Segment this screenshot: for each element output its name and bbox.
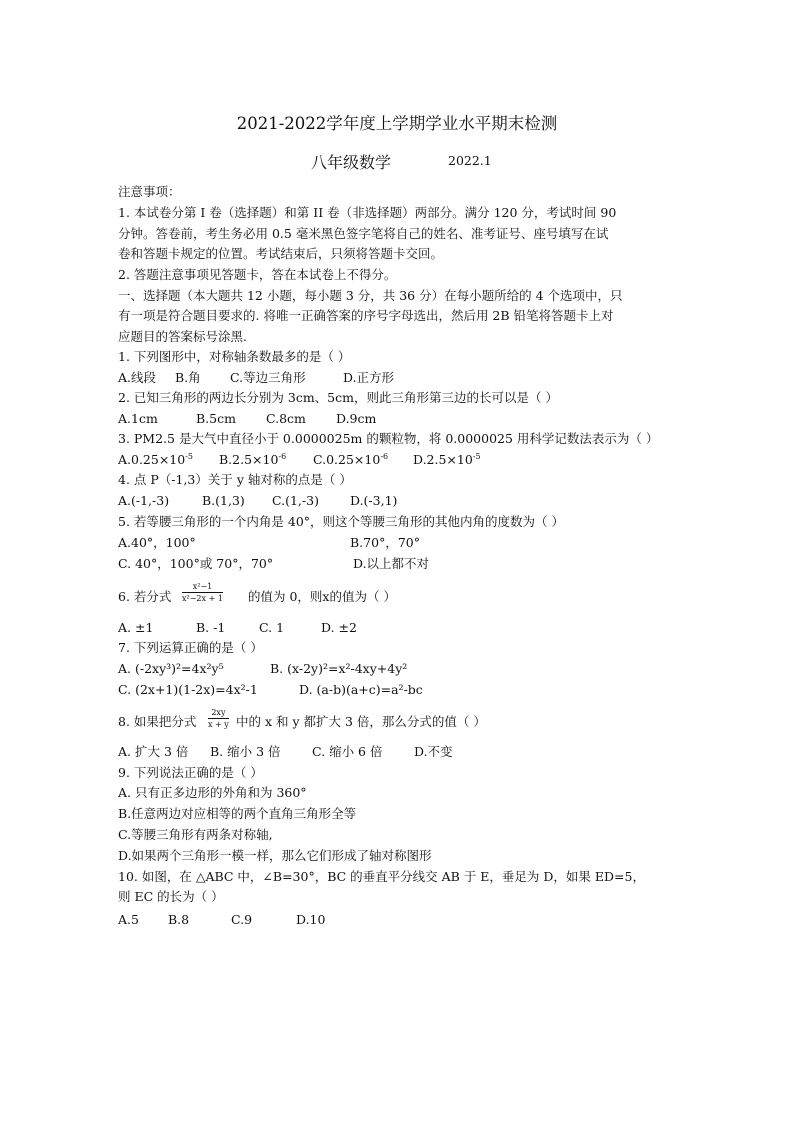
question-4-stem: 4. 点 P（-1,3）关于 y 轴对称的点是（ ） bbox=[118, 472, 352, 487]
notes-line: 卷和答题卡规定的位置。考试结束后，只须将答题卡交回。 bbox=[118, 246, 444, 261]
question-6-stem-prefix: 6. 若分式 bbox=[118, 589, 172, 604]
exam-subject: 八年级数学 bbox=[311, 153, 392, 172]
q4-option-d: D.(-3,1) bbox=[350, 493, 398, 508]
section-instructions: 应题目的答案标号涂黑. bbox=[118, 329, 247, 344]
q8-fraction-denominator: x + y bbox=[208, 720, 229, 729]
section-instructions: 有一项是符合题目要求的. 将唯一正确答案的序号字母选出，然后用 2B 铅笔将答题卡上对 bbox=[118, 308, 614, 323]
q2-option-c: C.8cm bbox=[266, 411, 306, 426]
q8-option-a: A. 扩大 3 倍 bbox=[118, 744, 189, 759]
q7-option-c: C. (2x+1)(1-2x)=4x²-1 bbox=[118, 682, 258, 697]
q6-option-b: B. -1 bbox=[196, 620, 226, 635]
q1-option-c: C.等边三角形 bbox=[230, 370, 306, 385]
q6-option-d: D. ±2 bbox=[321, 620, 357, 635]
q8-fraction bbox=[208, 708, 229, 729]
q8-fraction-numerator: 2xy bbox=[211, 708, 226, 717]
q1-option-a: A.线段 bbox=[118, 370, 157, 385]
notes-heading: 注意事项： bbox=[118, 184, 181, 199]
question-7-stem: 7. 下列运算正确的是（ ） bbox=[118, 640, 263, 655]
q2-option-d: D.9cm bbox=[336, 411, 377, 426]
question-9-stem: 9. 下列说法正确的是（ ） bbox=[118, 765, 263, 780]
q6-option-a: A. ±1 bbox=[118, 620, 154, 635]
fraction-bar bbox=[182, 592, 223, 593]
q5-option-b: B.70°，70° bbox=[350, 535, 420, 550]
q6-fraction bbox=[182, 582, 223, 603]
q4-option-a: A.(-1,-3) bbox=[118, 493, 170, 508]
notes-line: 1. 本试卷分第 I 卷（选择题）和第 II 卷（非选择题）两部分。满分 120 分，考试时间 90 bbox=[118, 205, 617, 220]
q2-option-b: B.5cm bbox=[196, 411, 236, 426]
q3-option-a: $A.0.25\times 10^{-5}$ bbox=[118, 452, 194, 467]
q8-option-b: B. 缩小 3 倍 bbox=[210, 744, 281, 759]
q3-option-d: $D.2.5\times 10^{-5}$ bbox=[413, 452, 481, 467]
q9-option-a: A. 只有正多边形的外角和为 360° bbox=[118, 785, 307, 800]
exam-date: 2022.1 bbox=[448, 153, 492, 168]
q6-option-c: C. 1 bbox=[259, 620, 285, 635]
notes-line: 分钟。答卷前，考生务必用 0.5 毫米黑色签字笔将自己的姓名、准考证号、座号填写在试 bbox=[118, 226, 609, 241]
q1-option-d: D.正方形 bbox=[343, 370, 395, 385]
question-5-stem: 5. 若等腰三角形的一个内角是 40°，则这个等腰三角形的其他内角的度数为（ ） bbox=[118, 514, 565, 529]
q7-option-d: D. (a-b)(a+c)=a²-bc bbox=[299, 682, 423, 697]
q10-option-a: A.5 bbox=[118, 912, 139, 927]
q10-option-d: D.10 bbox=[296, 912, 326, 927]
notes-line: 2. 答题注意事项见答题卡，答在本试卷上不得分。 bbox=[118, 267, 397, 282]
q8-option-d: D.不变 bbox=[414, 744, 453, 759]
q10-option-c: C.9 bbox=[231, 912, 253, 927]
q6-fraction-denominator: x²−2x + 1 bbox=[182, 594, 223, 603]
q8-option-c: C. 缩小 6 倍 bbox=[312, 744, 383, 759]
question-3-stem: 3. PM2.5 是大气中直径小于 0.0000025m 的颗粒物，将 0.0000025 用科学记数法表示为（ ） bbox=[118, 431, 659, 446]
section-instructions: 一、选择题（本大题共 12 小题，每小题 3 分，共 36 分）在每小题所给的 4 个选项中，只 bbox=[118, 288, 623, 303]
q5-option-a: A.40°，100° bbox=[118, 535, 196, 550]
q4-option-b: B.(1,3) bbox=[202, 493, 245, 508]
q9-option-c: C.等腰三角形有两条对称轴, bbox=[118, 827, 273, 842]
q9-option-d: D.如果两个三角形一模一样，那么它们形成了轴对称图形 bbox=[118, 848, 432, 863]
q9-option-b: B.任意两边对应相等的两个直角三角形全等 bbox=[118, 806, 357, 821]
question-10-stem: 10. 如图，在 △ABC 中，∠B=30°，BC 的垂直平分线交 AB 于 E，垂足为 D，如果 ED=5， bbox=[118, 869, 645, 884]
q3-option-c: $C.0.25\times 10^{-6}$ bbox=[313, 452, 389, 467]
question-8-stem-suffix: 中的 x 和 y 都扩大 3 倍，那么分式的值（ ） bbox=[236, 714, 486, 729]
q2-option-a: A.1cm bbox=[118, 411, 158, 426]
question-10-stem: 则 EC 的长为（ ） bbox=[118, 889, 224, 904]
q7-option-b: B. (x-2y)²=x²-4xy+4y² bbox=[270, 661, 408, 676]
q3-option-b: $B.2.5\times 10^{-6}$ bbox=[219, 452, 287, 467]
question-6-stem-suffix: 的值为 0，则x的值为（ ） bbox=[248, 589, 396, 604]
question-1-stem: 1. 下列图形中，对称轴条数最多的是（ ） bbox=[118, 349, 351, 364]
q7-option-a: A. (-2xy³)²=4x²y⁵ bbox=[118, 661, 224, 676]
q10-option-b: B.8 bbox=[168, 912, 190, 927]
exam-title: 2021-2022学年度上学期学业水平期末检测 bbox=[236, 114, 558, 133]
q1-option-b: B.角 bbox=[175, 370, 201, 385]
question-8-stem-prefix: 8. 如果把分式 bbox=[118, 714, 197, 729]
question-2-stem: 2. 已知三角形的两边长分别为 3cm、5cm，则此三角形第三边的长可以是（ ） bbox=[118, 390, 558, 405]
q5-option-d: D.以上都不对 bbox=[353, 556, 430, 571]
q4-option-c: C.(1,-3) bbox=[272, 493, 319, 508]
q6-fraction-numerator: x²−1 bbox=[192, 582, 213, 591]
fraction-bar bbox=[208, 718, 229, 719]
q5-option-c: C. 40°，100°或 70°，70° bbox=[118, 556, 274, 571]
